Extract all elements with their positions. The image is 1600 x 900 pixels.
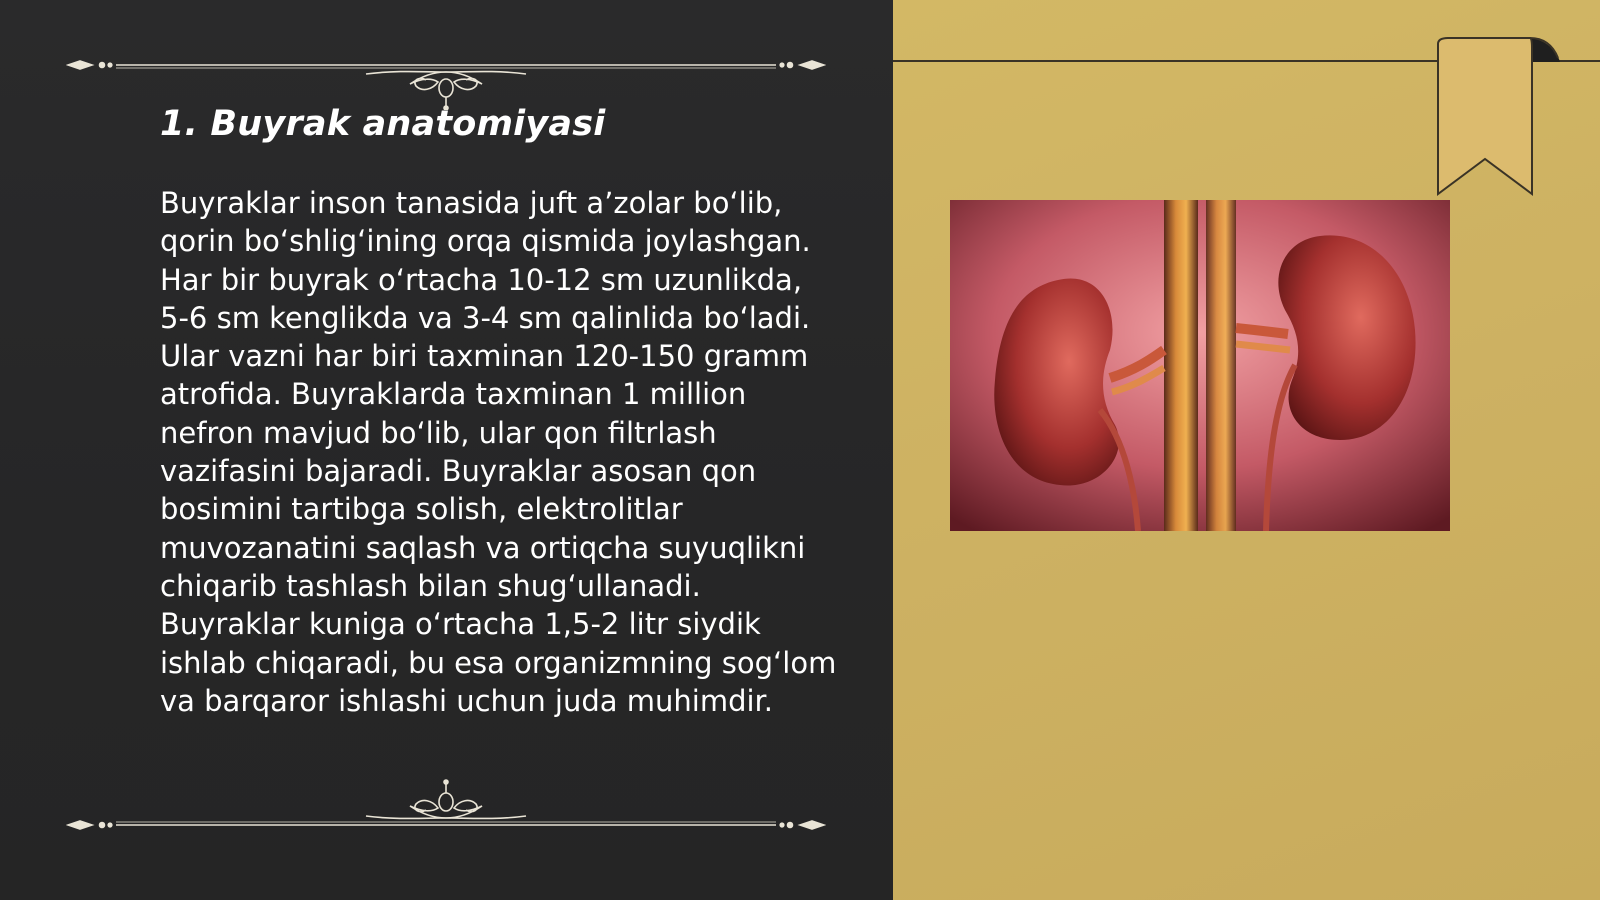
top-ornament-divider	[66, 50, 826, 110]
bottom-ornament-divider	[66, 772, 826, 832]
bookmark-ribbon-icon	[1430, 34, 1590, 199]
kidney-illustration-icon	[950, 200, 1450, 531]
slide-body-text: Buyraklar inson tanasida juft a’zolar bo‘lib, qorin bo‘shlig‘ining orqa qismida joylashgan. Har bir buyrak o‘rtacha 10-12 sm uzunlikda, 5-6 sm kenglikda va 3-4 sm qalinlida bo‘ladi. Ular vazni har biri taxminan 120-150 gramm atrofida. Buyraklarda taxminan 1 million nefron mavjud bo‘lib, ular qon filtrlash vazifasini bajaradi. Buyraklar asosan qon bosimini tartibga solish, elektrolitlar muvozanatini saqlash va ortiqcha suyuqlikni chiqarib tashlash bilan shug‘ullanadi. Buyraklar kuniga o‘rtacha 1,5-2 litr siydik ishlab chiqaradi, bu esa organizmning sog‘lom va barqaror ishlashi uchun juda muhimdir.	[160, 186, 837, 718]
slide-title: 1. Buyrak anatomiyasi	[160, 104, 606, 144]
kidneys-image	[950, 200, 1450, 531]
